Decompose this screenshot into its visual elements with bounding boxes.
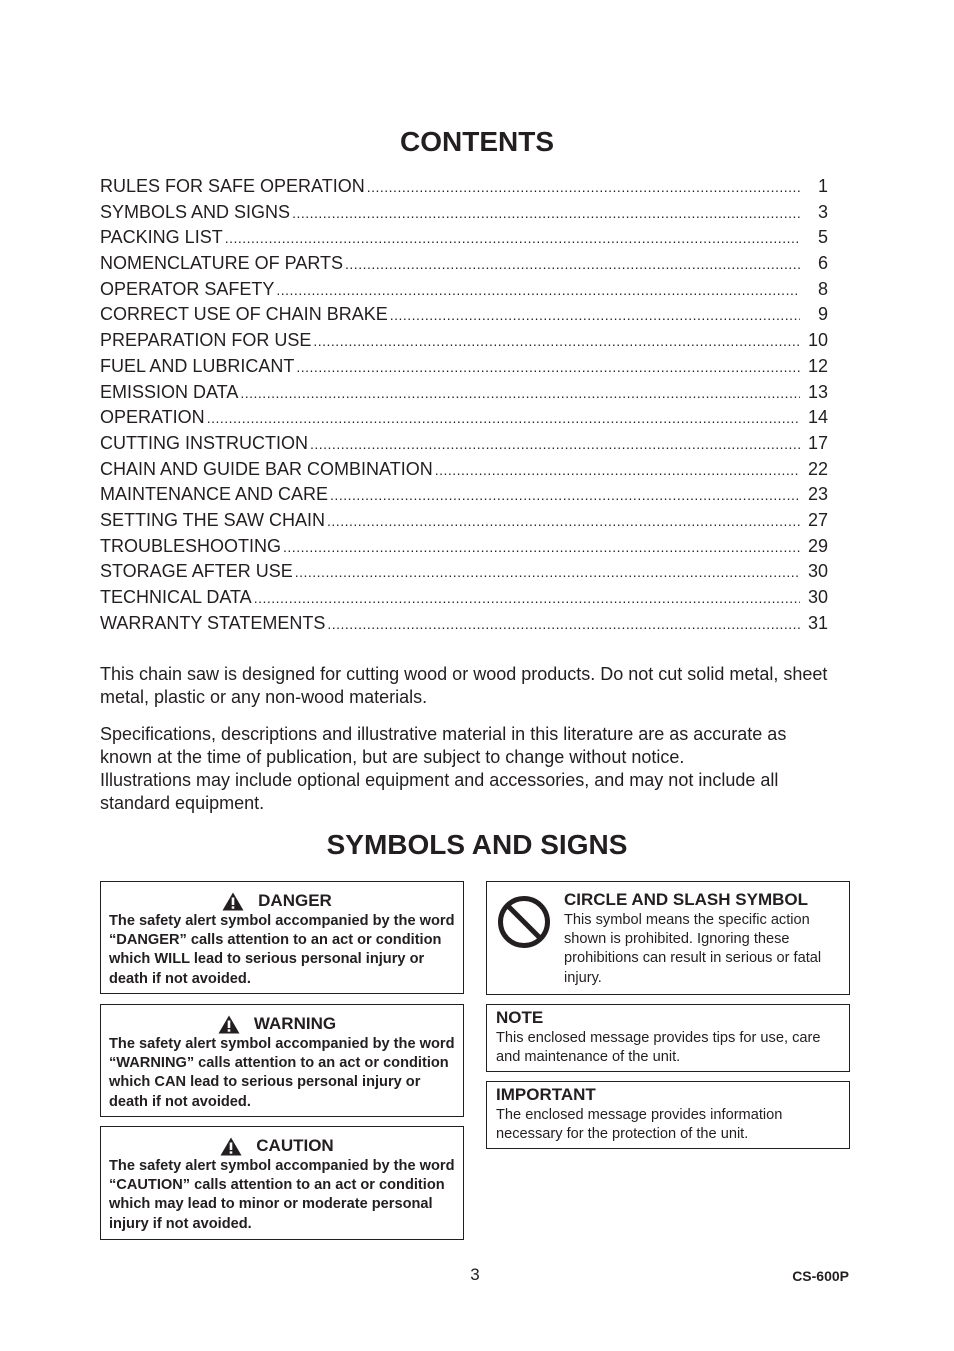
caution-text: The safety alert symbol accompanied by the word “CAUTION” calls attention to an act or condition which may lead to minor or moderate personal injury if not avoided. <box>109 1158 455 1232</box>
toc-dot-leader <box>207 406 800 432</box>
toc-entry-page: 23 <box>807 484 828 505</box>
toc-entry-page: 22 <box>807 458 828 479</box>
illustrations-paragraph: Illustrations may include optional equipment and accessories, and may not include all standard equipment. <box>100 770 779 813</box>
model-code: CS-600P <box>792 1268 849 1284</box>
circle-slash-heading: CIRCLE AND SLASH SYMBOL <box>564 890 808 909</box>
toc-entry <box>100 328 828 354</box>
toc-entry-label: PREPARATION FOR USE <box>100 330 312 351</box>
toc-entry-label: MAINTENANCE AND CARE <box>100 484 329 505</box>
toc-entry-label: TROUBLESHOOTING <box>100 535 282 556</box>
danger-heading: DANGER <box>258 891 332 910</box>
warning-triangle-icon <box>218 1015 240 1034</box>
toc-entry <box>100 174 828 200</box>
warning-box <box>100 1004 464 1117</box>
toc-entry <box>100 482 828 508</box>
note-text: This enclosed message provides tips for use, care and maintenance of the unit. <box>496 1030 821 1066</box>
page-number: 3 <box>470 1265 480 1284</box>
toc-entry <box>100 611 828 637</box>
toc-entry-page: 29 <box>807 535 828 556</box>
toc-entry-label: CUTTING INSTRUCTION <box>100 432 308 453</box>
toc-dot-leader <box>292 201 800 227</box>
toc-entry-page: 12 <box>807 355 828 376</box>
toc-entry-page: 14 <box>807 407 828 428</box>
toc-entry <box>100 200 828 226</box>
warning-triangle-icon <box>222 892 244 911</box>
toc-dot-leader <box>296 355 800 381</box>
toc-dot-leader <box>225 226 800 252</box>
toc-entry <box>100 380 828 406</box>
circle-slash-text: This symbol means the specific action shown is prohibited. Ignoring these prohibitions can result in serious or fatal injury. <box>564 912 822 986</box>
toc-dot-leader <box>435 458 800 484</box>
disclaimer-paragraph: Specifications, descriptions and illustrative material in this literature are as accurate as known at the time of publication, but are subject to change without notice. <box>100 724 787 767</box>
toc-dot-leader <box>295 560 800 586</box>
important-heading: IMPORTANT <box>496 1085 596 1104</box>
toc-dot-leader <box>345 252 800 278</box>
toc-entry-page: 3 <box>817 201 828 222</box>
toc-dot-leader <box>330 483 800 509</box>
toc-entry-label: CHAIN AND GUIDE BAR COMBINATION <box>100 458 433 479</box>
circle-slash-content <box>564 889 843 988</box>
toc-entry <box>100 225 828 251</box>
toc-entry-label: SETTING THE SAW CHAIN <box>100 509 326 530</box>
danger-box <box>100 881 464 994</box>
toc-entry-label: NOMENCLATURE OF PARTS <box>100 253 344 274</box>
toc-entry-page: 5 <box>817 227 828 248</box>
toc-dot-leader <box>327 509 800 535</box>
toc-entry-page: 8 <box>817 278 828 299</box>
contents-title: CONTENTS <box>400 126 554 157</box>
toc-entry-label: OPERATOR SAFETY <box>100 278 275 299</box>
toc-entry <box>100 302 828 328</box>
toc-entry-page: 31 <box>807 612 828 633</box>
toc-entry-page: 10 <box>807 330 828 351</box>
note-heading: NOTE <box>496 1008 544 1027</box>
toc-entry-label: CORRECT USE OF CHAIN BRAKE <box>100 304 388 325</box>
note-box <box>486 1004 850 1072</box>
toc-dot-leader <box>327 612 800 638</box>
toc-entry <box>100 559 828 585</box>
toc-entry-label: WARRANTY STATEMENTS <box>100 612 326 633</box>
warning-text: The safety alert symbol accompanied by the word “WARNING” calls attention to an act or condition which CAN lead to serious personal injury or death if not avoided. <box>109 1036 455 1110</box>
toc-entry-label: SYMBOLS AND SIGNS <box>100 201 291 222</box>
intro-paragraph: This chain saw is designed for cutting wood or wood products. Do not cut solid metal, sheet metal, plastic or any non-wood materials. <box>100 664 828 707</box>
important-box <box>486 1081 850 1149</box>
caution-heading-row <box>99 1135 455 1157</box>
toc-entry <box>100 251 828 277</box>
toc-entry-label: PACKING LIST <box>100 227 223 248</box>
toc-dot-leader <box>367 175 800 201</box>
warning-triangle-icon <box>220 1137 242 1156</box>
toc-entry-page: 30 <box>807 587 828 607</box>
toc-entry <box>100 457 828 483</box>
toc-dot-leader <box>310 432 800 458</box>
toc-dot-leader <box>276 278 800 304</box>
toc-entry <box>100 585 828 611</box>
toc-entry <box>100 534 828 560</box>
toc-entry <box>100 277 828 303</box>
toc-entry-page: 9 <box>817 304 828 325</box>
toc-entry-label: TECHNICAL DATA <box>100 587 252 607</box>
toc-entry-page: 6 <box>817 253 828 274</box>
toc-entry-page: 30 <box>807 561 828 582</box>
toc-entry <box>100 354 828 380</box>
toc-entry-label: FUEL AND LUBRICANT <box>100 355 295 376</box>
circle-slash-box <box>486 881 850 995</box>
danger-heading-row <box>99 890 455 912</box>
toc-entry-label: EMISSION DATA <box>100 381 239 402</box>
toc-entry-label: OPERATION <box>100 407 205 428</box>
symbols-title: SYMBOLS AND SIGNS <box>326 829 628 860</box>
caution-heading: CAUTION <box>256 1136 334 1155</box>
toc-entry-page: 13 <box>807 381 828 402</box>
toc-dot-leader <box>283 535 800 561</box>
toc-entry-page: 27 <box>807 509 828 530</box>
toc-dot-leader <box>240 381 800 407</box>
toc-dot-leader <box>254 586 800 612</box>
toc-entry-label: RULES FOR SAFE OPERATION <box>100 176 365 196</box>
toc-entry-page: 17 <box>807 432 828 453</box>
toc-entry <box>100 405 828 431</box>
table-of-contents <box>100 174 828 636</box>
toc-dot-leader <box>390 303 800 329</box>
warning-heading: WARNING <box>253 1014 337 1033</box>
toc-entry-page: 1 <box>817 176 828 196</box>
toc-entry <box>100 508 828 534</box>
important-text: The enclosed message provides information necessary for the protection of the unit. <box>496 1107 783 1143</box>
toc-dot-leader <box>313 329 800 355</box>
warning-heading-row <box>99 1013 455 1035</box>
circle-slash-icon <box>497 895 551 949</box>
toc-entry <box>100 431 828 457</box>
danger-text: The safety alert symbol accompanied by the word “DANGER” calls attention to an act or condition which WILL lead to serious personal injury or death if not avoided. <box>109 913 455 987</box>
toc-entry-label: STORAGE AFTER USE <box>100 561 293 582</box>
caution-box <box>100 1126 464 1240</box>
